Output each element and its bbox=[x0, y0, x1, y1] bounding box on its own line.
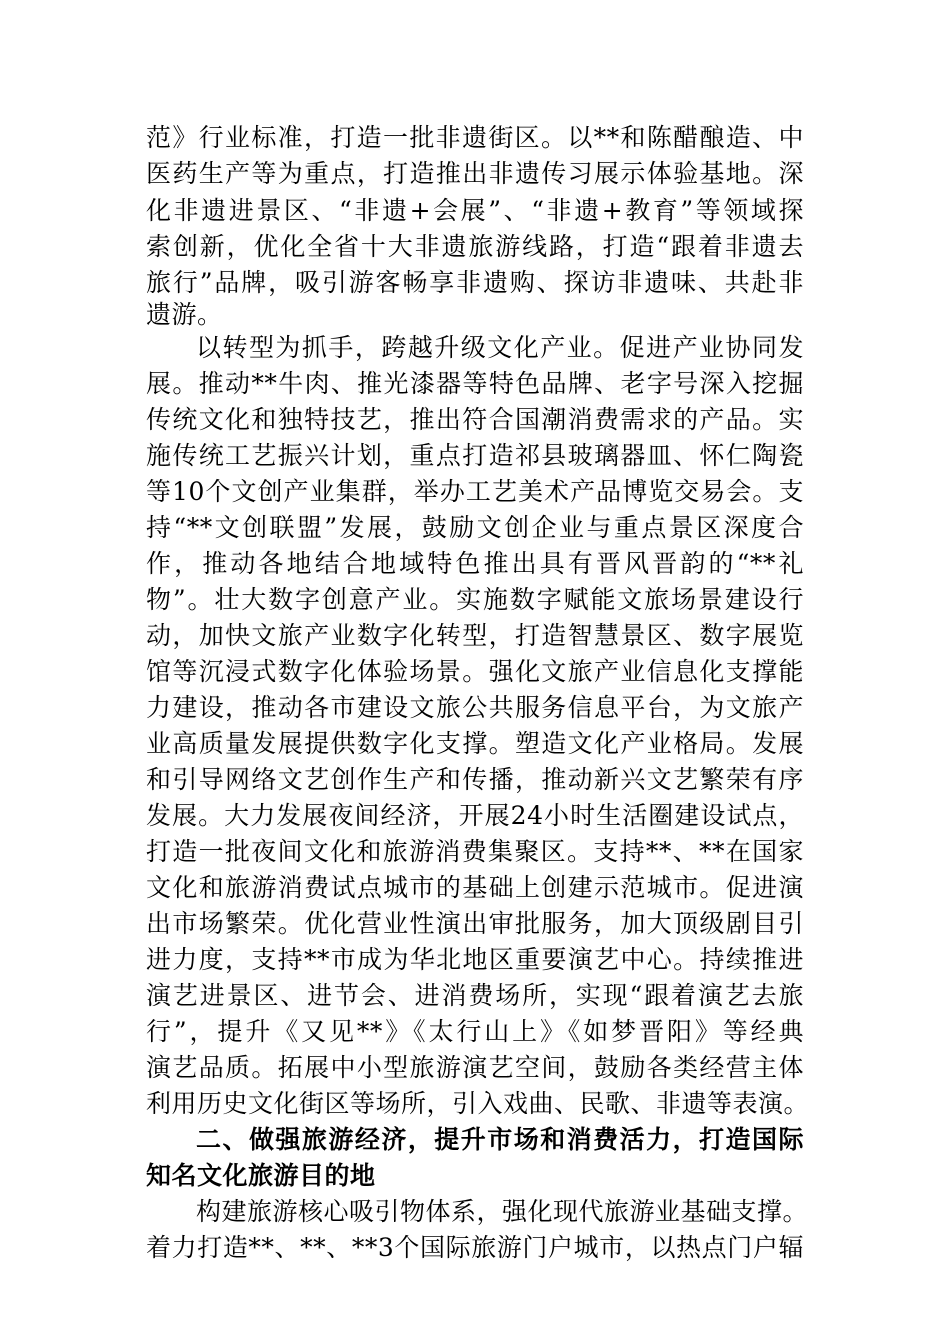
text-line: 医药生产等为重点，打造推出非遗传习展示体验基地。深 bbox=[146, 159, 804, 188]
text-line: 演艺品质。拓展中小型旅游演艺空间，鼓励各类经营主体 bbox=[146, 1053, 804, 1082]
text-line: 业高质量发展提供数字化支撑。塑造文化产业格局。发展 bbox=[146, 729, 804, 758]
paragraph-first-line: 构建旅游核心吸引物体系，强化现代旅游业基础支撑。 bbox=[196, 1197, 809, 1226]
text-line: 物”。壮大数字创意产业。实施数字赋能文旅场景建设行 bbox=[146, 585, 804, 614]
text-line: 行”，提升《又见**》《太行山上》《如梦晋阳》等经典 bbox=[146, 1017, 804, 1046]
text-line: 施传统工艺振兴计划，重点打造祁县玻璃器皿、怀仁陶瓷 bbox=[146, 441, 804, 470]
text-line: 持“**文创联盟”发展，鼓励文创企业与重点景区深度合 bbox=[146, 513, 804, 542]
text-line: 展。推动**牛肉、推光漆器等特色品牌、老字号深入挖掘 bbox=[146, 369, 804, 398]
section-heading: 二、做强旅游经济，提升市场和消费活力，打造国际 bbox=[196, 1125, 804, 1154]
text-line: 文化和旅游消费试点城市的基础上创建示范城市。促进演 bbox=[146, 873, 804, 902]
text-line: 发展。大力发展夜间经济，开展24小时生活圈建设试点， bbox=[146, 801, 804, 830]
text-line: 打造一批夜间文化和旅游消费集聚区。支持**、**在国家 bbox=[146, 837, 804, 866]
text-line: 旅行”品牌，吸引游客畅享非遗购、探访非遗味、共赴非 bbox=[146, 268, 804, 297]
paragraph-first-line: 以转型为抓手，跨越升级文化产业。促进产业协同发 bbox=[196, 333, 804, 362]
text-line: 索创新，优化全省十大非遗旅游线路，打造“跟着非遗去 bbox=[146, 232, 804, 261]
text-line: 出市场繁荣。优化营业性演出审批服务，加大顶级剧目引 bbox=[146, 909, 804, 938]
text-line: 和引导网络文艺创作生产和传播，推动新兴文艺繁荣有序 bbox=[146, 765, 804, 794]
text-line: 等10个文创产业集群，举办工艺美术产品博览交易会。支 bbox=[146, 477, 804, 506]
text-line: 化非遗进景区、“非遗+会展”、“非遗+教育”等领域探 bbox=[146, 196, 804, 225]
text-line: 馆等沉浸式数字化体验场景。强化文旅产业信息化支撑能 bbox=[146, 657, 804, 686]
text-line: 范》行业标准，打造一批非遗街区。以**和陈醋酿造、中 bbox=[146, 123, 804, 152]
section-heading-continued: 知名文化旅游目的地 bbox=[146, 1161, 376, 1190]
text-line: 演艺进景区、进节会、进消费场所，实现“跟着演艺去旅 bbox=[146, 981, 804, 1010]
text-line: 进力度，支持**市成为华北地区重要演艺中心。持续推进 bbox=[146, 945, 804, 974]
text-line: 利用历史文化街区等场所，引入戏曲、民歌、非遗等表演。 bbox=[146, 1089, 810, 1118]
text-line: 力建设，推动各市建设文旅公共服务信息平台，为文旅产 bbox=[146, 693, 804, 722]
text-line: 遗游。 bbox=[146, 300, 223, 329]
text-line: 动，加快文旅产业数字化转型，打造智慧景区、数字展览 bbox=[146, 621, 804, 650]
text-line: 传统文化和独特技艺，推出符合国潮消费需求的产品。实 bbox=[146, 405, 804, 434]
text-line: 着力打造**、**、**3个国际旅游门户城市，以热点门户辐 bbox=[146, 1233, 804, 1262]
text-line: 作，推动各地结合地域特色推出具有晋风晋韵的“**礼 bbox=[146, 549, 804, 578]
